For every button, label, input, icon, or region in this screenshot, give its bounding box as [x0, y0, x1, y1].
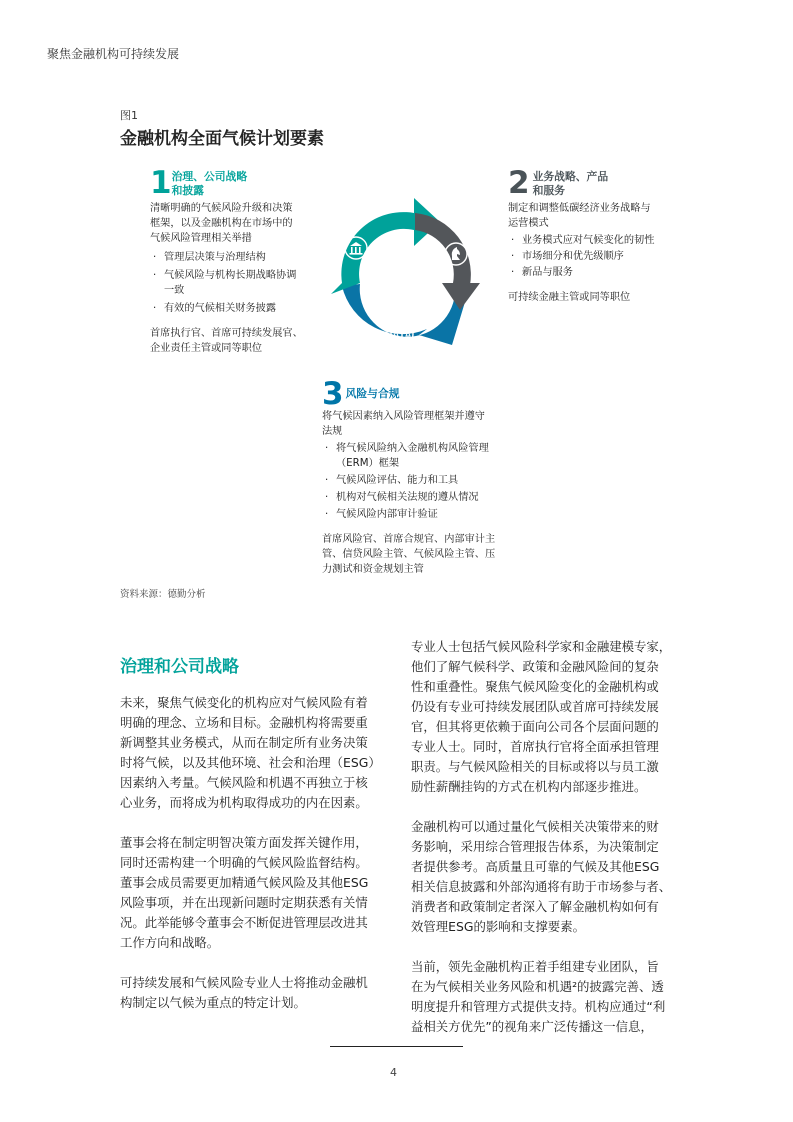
- section-title: 治理和公司战略: [120, 657, 239, 677]
- section-heading: 治理、公司战略 和披露: [171, 170, 248, 197]
- cycle-diagram: [318, 188, 490, 358]
- list-item: · 新品与服务: [508, 265, 688, 280]
- list-item: · 业务模式应对气候变化的韧性: [508, 233, 688, 248]
- diagram-section-3: [322, 376, 512, 577]
- list-item: · 市场细分和优先级顺序: [508, 249, 688, 264]
- section-heading: 风险与合规: [345, 387, 400, 400]
- section-heading: 业务战略、产品 和服务: [532, 170, 609, 197]
- paragraph: 当前，领先金融机构正着手组建专业团队，旨 在为气候相关业务风险和机遇²的披露完善、透 明度提升和管理方式提供支持。机构应通过“利 益相关方优先”的视角来广泛传播这一信息，: [411, 959, 666, 1034]
- paragraph: 可持续发展和气候风险专业人士将推动金融机 构制定以气候为重点的特定计划。: [120, 975, 368, 1010]
- figure-label: 图1: [120, 109, 138, 122]
- section-number: 2: [508, 165, 530, 201]
- section-number: 1: [150, 165, 172, 201]
- segment-governance: [331, 212, 414, 294]
- left-column: [120, 693, 392, 1033]
- section-bullets: [150, 250, 325, 316]
- list-item: · 有效的气候相关财务披露: [150, 301, 325, 316]
- paragraph: 未来，聚焦气候变化的机构应对气候风险有着 明确的理念、立场和目标。金融机构将需要重 新调整其业务模式，从而在制定所有业务决策 时将气候，以及其他环境、社会和治理（ESG） 因素纳入考量。气候风险和机遇不再独立于核 心业务，而将成为机构取得成功的内在因素。: [120, 695, 381, 810]
- paragraph: 专业人士包括气候风险科学家和金融建模专家， 他们了解气候科学、政策和金融风险间的复杂 性和重叠性。聚焦气候风险变化的金融机构或 仍设有专业可持续发展团队或首席可持续发展 官，但其将更依赖于面向公司各个层面问题的 专业人士。同时，首席执行官将全面承担管理 职责。与气候风险相关的目标或将以与员工激 励性薪酬挂钩的方式在机构内部逐步推进。: [411, 639, 672, 794]
- section-roles: 可持续金融主管或同等职位: [508, 292, 631, 303]
- paragraph: 董事会将在制定明智决策方面发挥关键作用， 同时还需构建一个明确的气候风险监督结构。 董事会成员需要更加精通气候风险及其他ESG 风险事项，并在出现新问题时定期获悉有关情 况。此举能够令董事会不断促进管理层改进其 工作方向和战略。: [120, 835, 369, 950]
- section-number: 3: [322, 376, 344, 412]
- figure-source: 资料来源：德勤分析: [120, 589, 206, 600]
- diagram-section-2: [508, 165, 688, 305]
- page-number: 4: [390, 1066, 397, 1079]
- section-intro: 清晰明确的气候风险升级和决策 框架，以及金融机构在市场中的 气候风险管理相关举措: [150, 203, 293, 244]
- paragraph: 金融机构可以通过量化气候相关决策带来的财 务影响，采用综合管理报告体系，为决策制定 者提供参考。高质量且可靠的气候及其他ESG 相关信息披露和外部沟通将有助于市场参与者、 消费者和政策制定者深入了解金融机构如何有 效管理ESG的影响和支撑要素。: [411, 819, 672, 934]
- section-intro: 将气候因素纳入风险管理框架并遵守 法规: [322, 411, 485, 437]
- list-item: · 气候风险评估、能力和工具: [322, 473, 512, 488]
- right-column: [411, 637, 686, 1057]
- section-roles: 首席风险官、首席合规官、内部审计主 管、信贷风险主管、气候风险主管、压 力测试和资金规划主管: [322, 534, 496, 575]
- list-item: · 气候风险内部审计验证: [322, 507, 512, 522]
- figure-title: 金融机构全面气候计划要素: [120, 129, 324, 149]
- footer-rule: [330, 1046, 463, 1047]
- section-roles: 首席执行官、首席可持续发展官、 企业责任主管或同等职位: [150, 328, 303, 354]
- list-item: · 管理层决策与治理结构: [150, 250, 325, 265]
- list-item: · 将气候风险纳入金融机构风险管理 （ERM）框架: [322, 441, 512, 471]
- list-item: · 机构对气候相关法规的遵从情况: [322, 490, 512, 505]
- section-bullets: [508, 233, 688, 280]
- running-header: 聚焦金融机构可持续发展: [47, 47, 180, 61]
- section-bullets: [322, 441, 512, 522]
- balance-scale-icon: [391, 323, 413, 345]
- segment-business-strategy: [415, 213, 471, 285]
- diagram-section-1: [150, 165, 325, 356]
- list-item: · 气候风险与机构长期战略协调 一致: [150, 268, 325, 298]
- section-intro: 制定和调整低碳经济业务战略与 运营模式: [508, 203, 651, 229]
